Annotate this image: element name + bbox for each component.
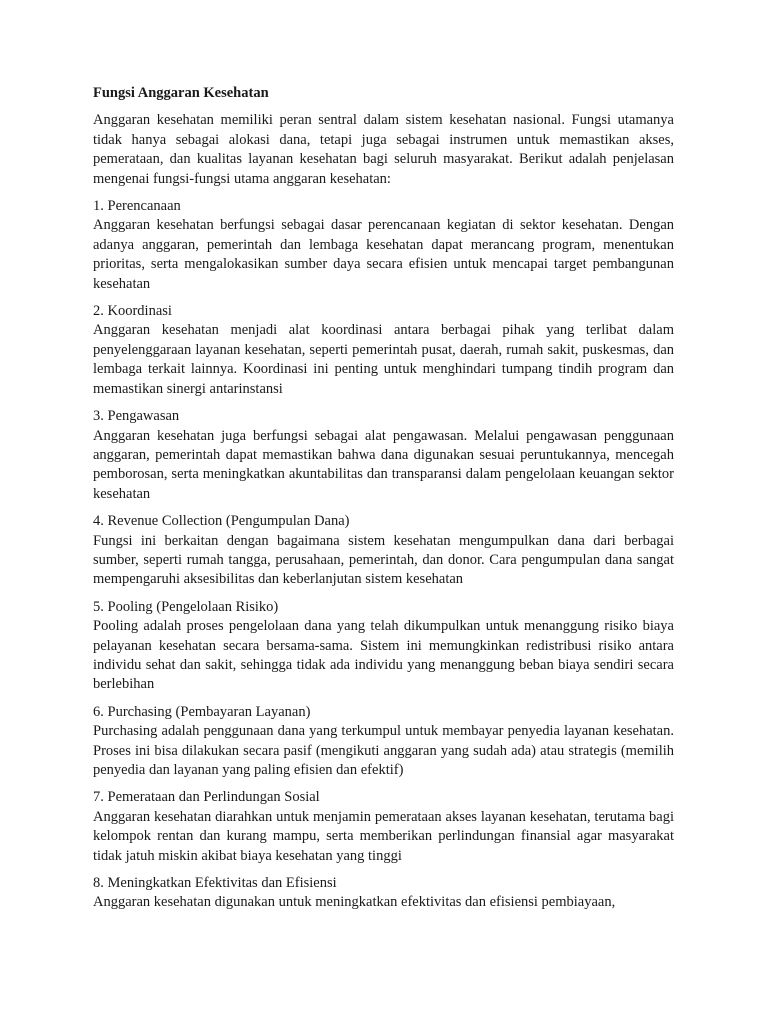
section-heading: 1. Perencanaan [93, 198, 181, 215]
document-page [93, 84, 674, 921]
section-perencanaan [93, 197, 674, 294]
section-heading: 4. Revenue Collection (Pengumpulan Dana) [93, 513, 350, 530]
section-heading: 5. Pooling (Pengelolaan Risiko) [93, 598, 279, 615]
section-body: Purchasing adalah penggunaan dana yang terkumpul untuk membayar penyedia layanan kesehatan. Proses ini bisa dilakukan secara pasif (mengikuti anggaran yang sudah ada) atau strategis (memilih penyedia dan layanan yang paling efisien dan efektif) [93, 723, 674, 778]
section-body: Anggaran kesehatan menjadi alat koordinasi antara berbagai pihak yang terlibat dalam penyelenggaraan layanan kesehatan, seperti pemerintah pusat, daerah, rumah sakit, puskesmas, dan lembaga terkait lainnya. Koordinasi ini penting untuk menghindari tumpang tindih program dan memastikan sinergi antarinstansi [93, 322, 674, 397]
section-heading: 7. Pemerataan dan Perlindungan Sosial [93, 789, 320, 806]
section-body: Pooling adalah proses pengelolaan dana yang telah dikumpulkan untuk menanggung risiko biaya pelayanan kesehatan secara bersama-sama. Sistem ini memungkinkan redistribusi risiko antara individu sehat dan sakit, sehingga tidak ada individu yang menanggung beban biaya sendiri secara berlebihan [93, 618, 674, 693]
section-efektivitas [93, 874, 674, 913]
section-koordinasi [93, 302, 674, 399]
intro-paragraph: Anggaran kesehatan memiliki peran sentral dalam sistem kesehatan nasional. Fungsi utamanya tidak hanya sebagai alokasi dana, tetapi juga sebagai instrumen untuk memastikan akses, pemerataan, dan kualitas layanan kesehatan bagi seluruh masyarakat. Berikut adalah penjelasan mengenai fungsi-fungsi utama anggaran kesehatan: [93, 112, 674, 187]
document-title: Fungsi Anggaran Kesehatan [93, 85, 269, 101]
section-pengawasan [93, 407, 674, 504]
section-pooling [93, 598, 674, 695]
section-body: Anggaran kesehatan diarahkan untuk menjamin pemerataan akses layanan kesehatan, terutama bagi kelompok rentan dan kurang mampu, serta memberikan perlindungan finansial agar masyarakat tidak jatuh miskin akibat biaya kesehatan yang tinggi [93, 808, 674, 864]
section-body: Anggaran kesehatan berfungsi sebagai dasar perencanaan kegiatan di sektor kesehatan. Dengan adanya anggaran, pemerintah dan lembaga kesehatan dapat merancang program, menentukan prioritas, serta mengalokasikan sumber daya secara efisien untuk mencapai target pembangunan kesehatan [93, 217, 674, 292]
section-heading: 3. Pengawasan [93, 408, 180, 425]
section-body: Anggaran kesehatan digunakan untuk meningkatkan efektivitas dan efisiensi pembiayaan, [93, 894, 616, 911]
section-purchasing [93, 703, 674, 781]
section-heading: 2. Koordinasi [93, 303, 172, 320]
section-heading: 8. Meningkatkan Efektivitas dan Efisiensi [93, 875, 337, 892]
section-body: Fungsi ini berkaitan dengan bagaimana sistem kesehatan mengumpulkan dana dari berbagai sumber, seperti rumah tangga, perusahaan, pemerintah, dan donor. Cara pengumpulan dana sangat mempengaruhi aksesibilitas dan keberlanjutan sistem kesehatan [93, 532, 674, 588]
section-revenue-collection [93, 512, 674, 590]
section-pemerataan [93, 788, 674, 866]
section-heading: 6. Purchasing (Pembayaran Layanan) [93, 703, 311, 720]
section-body: Anggaran kesehatan juga berfungsi sebagai alat pengawasan. Melalui pengawasan penggunaan anggaran, pemerintah dapat memastikan bahwa dana digunakan sesuai peruntukannya, mencegah pemborosan, serta meningkatkan akuntabilitas dan transparansi dalam pengelolaan keuangan sektor kesehatan [93, 427, 674, 502]
